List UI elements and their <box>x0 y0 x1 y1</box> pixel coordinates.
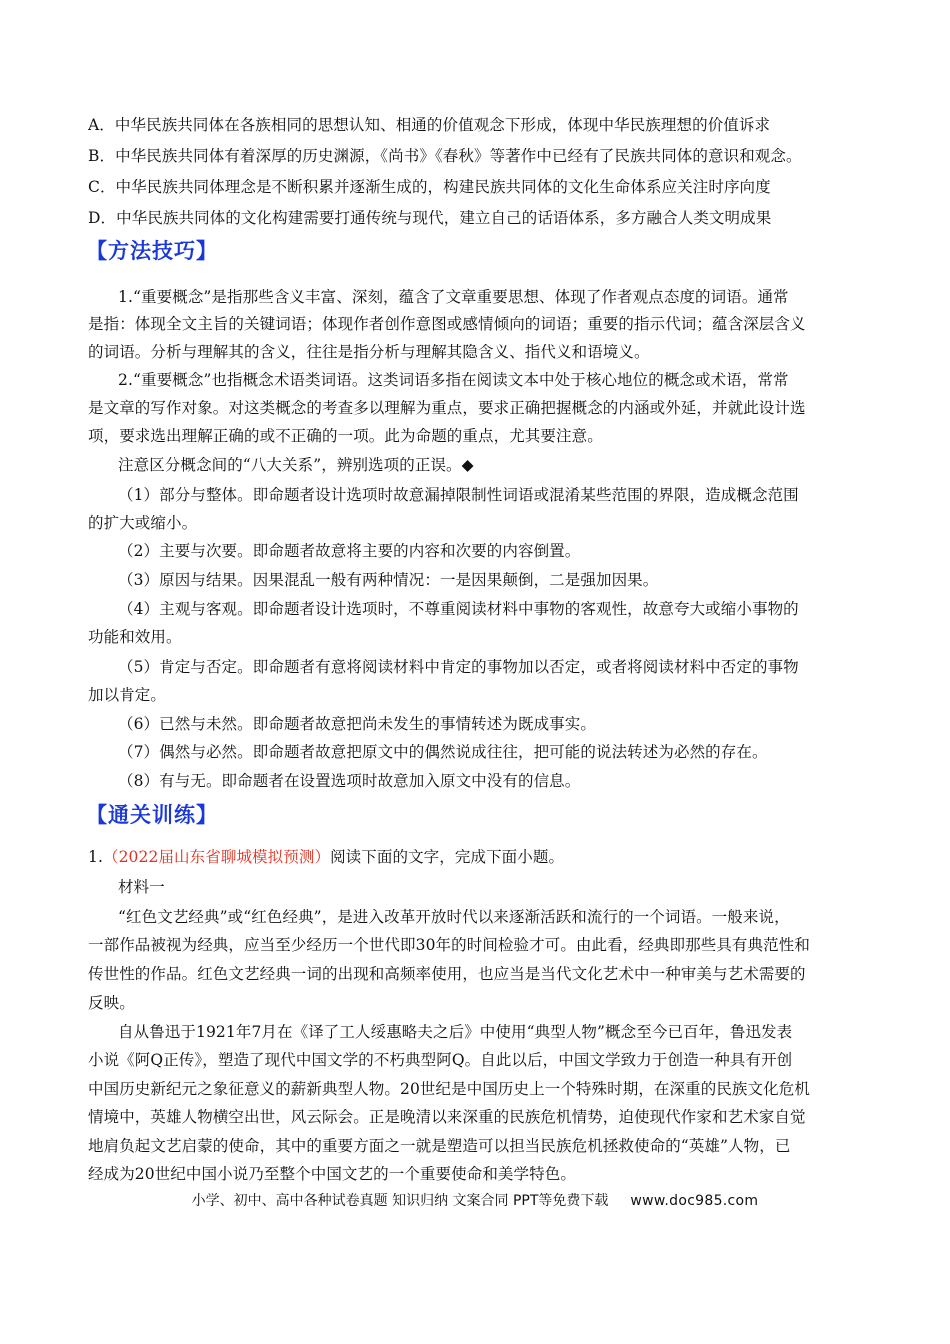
relation-4-cont: 功能和效用。 <box>88 628 182 646</box>
material-label: 材料一 <box>118 878 165 896</box>
relation-5: （5）肯定与否定。即命题者有意将阅读材料中肯定的事物加以否定，或者将阅读材料中否定的事物 <box>118 658 799 676</box>
relation-6: （6）已然与未然。即命题者故意把尚未发生的事情转述为既成事实。 <box>118 715 596 733</box>
method-line-1: 1.“重要概念”是指那些含义丰富、深刻，蕴含了文章重要思想、体现了作者观点态度的词语。通常 <box>118 288 789 306</box>
method-line-7: 注意区分概念间的“八大关系”，辨别选项的正误。◆ <box>118 456 474 474</box>
method-section-title: 【方法技巧】 <box>86 238 218 263</box>
method-line-6: 项，要求选出理解正确的或不正确的一项。此为命题的重点，尤其要注意。 <box>88 427 603 445</box>
material-line-3: 传世性的作品。红色文艺经典一词的出现和高频率使用，也应当是当代文化艺术中一种审美与艺术需要的 <box>88 965 806 983</box>
question-prompt: 阅读下面的文字，完成下面小题。 <box>330 848 565 866</box>
relation-8: （8）有与无。即命题者在设置选项时故意加入原文中没有的信息。 <box>118 772 581 790</box>
option-a: A．中华民族共同体在各族相同的思想认知、相通的价值观念下形成，体现中华民族理想的价值诉求 <box>88 116 771 134</box>
material-line-10: 经成为20世纪中国小说乃至整个中国文艺的一个重要使命和美学特色。 <box>88 1165 576 1183</box>
material-line-4: 反映。 <box>88 994 135 1012</box>
material-line-6: 小说《阿Q正传》，塑造了现代中国文学的不朽典型阿Q。自此以后，中国文学致力于创造一种具有开创 <box>88 1051 793 1069</box>
option-b: B．中华民族共同体有着深厚的历史渊源，《尚书》《春秋》等著作中已经有了民族共同体的意识和观念。 <box>88 147 802 165</box>
question-source: （2022届山东省聊城模拟预测） <box>103 848 331 866</box>
question-line <box>88 846 868 868</box>
relation-4: （4）主观与客观。即命题者设计选项时，不尊重阅读材料中事物的客观性，故意夸大或缩小事物的 <box>118 600 799 618</box>
option-c: C．中华民族共同体理念是不断积累并逐渐生成的，构建民族共同体的文化生命体系应关注时序向度 <box>88 178 771 196</box>
method-line-5: 是文章的写作对象。对这类概念的考查多以理解为重点，要求正确把握概念的内涵或外延，并就此设计选 <box>88 399 806 417</box>
material-line-8: 情境中，英雄人物横空出世，风云际会。正是晚清以来深重的民族危机情势，迫使现代作家和艺术家自觉 <box>88 1108 806 1126</box>
training-section-title: 【通关训练】 <box>86 802 218 827</box>
relation-1-cont: 的扩大或缩小。 <box>88 514 198 532</box>
relation-2: （2）主要与次要。即命题者故意将主要的内容和次要的内容倒置。 <box>118 542 581 560</box>
material-line-2: 一部作品被视为经典，应当至少经历一个世代即30年的时间检验才可。由此看，经典即那些具有典范性和 <box>88 936 810 954</box>
question-number: 1. <box>88 848 103 866</box>
option-d: D．中华民族共同体的文化构建需要打通传统与现代，建立自己的话语体系，多方融合人类文明成果 <box>88 209 772 227</box>
relation-1: （1）部分与整体。即命题者设计选项时故意漏掉限制性词语或混淆某些范围的界限，造成概念范围 <box>118 486 799 504</box>
material-line-5: 自从鲁迅于1921年7月在《译了工人绥惠略夫之后》中使用“典型人物”概念至今已百年，鲁迅发表 <box>118 1023 793 1041</box>
relation-5-cont: 加以肯定。 <box>88 686 167 704</box>
relation-7: （7）偶然与必然。即命题者故意把原文中的偶然说成往往，把可能的说法转述为必然的存在。 <box>118 743 768 761</box>
footer-site-link[interactable]: www.doc985.com <box>630 1193 759 1209</box>
relation-3: （3）原因与结果。因果混乱一般有两种情况：一是因果颠倒，二是强加因果。 <box>118 571 659 589</box>
material-line-7: 中国历史新纪元之象征意义的薪新典型人物。20世纪是中国历史上一个特殊时期，在深重的民族文化危机 <box>88 1080 810 1098</box>
material-line-1: “红色文艺经典”或“红色经典”，是进入改革开放时代以来逐渐活跃和流行的一个词语。一般来说， <box>118 908 790 926</box>
footer-text: 小学、初中、高中各种试卷真题 知识归纳 文案合同 PPT等免费下载 <box>191 1193 609 1209</box>
method-line-3: 的词语。分析与理解其的含义，往往是指分析与理解其隐含义、指代义和语境义。 <box>88 343 650 361</box>
material-line-9: 地肩负起文艺启蒙的使命，其中的重要方面之一就是塑造可以担当民族危机拯救使命的“英雄”人物，已 <box>88 1137 791 1155</box>
method-line-4: 2.“重要概念”也指概念术语类词语。这类词语多指在阅读文本中处于核心地位的概念或术语，常常 <box>118 371 789 389</box>
method-line-2: 是指：体现全文主旨的关键词语；体现作者创作意图或感情倾向的词语；重要的指示代词；蕴含深层含义 <box>88 315 806 333</box>
page-footer <box>0 1190 950 1210</box>
